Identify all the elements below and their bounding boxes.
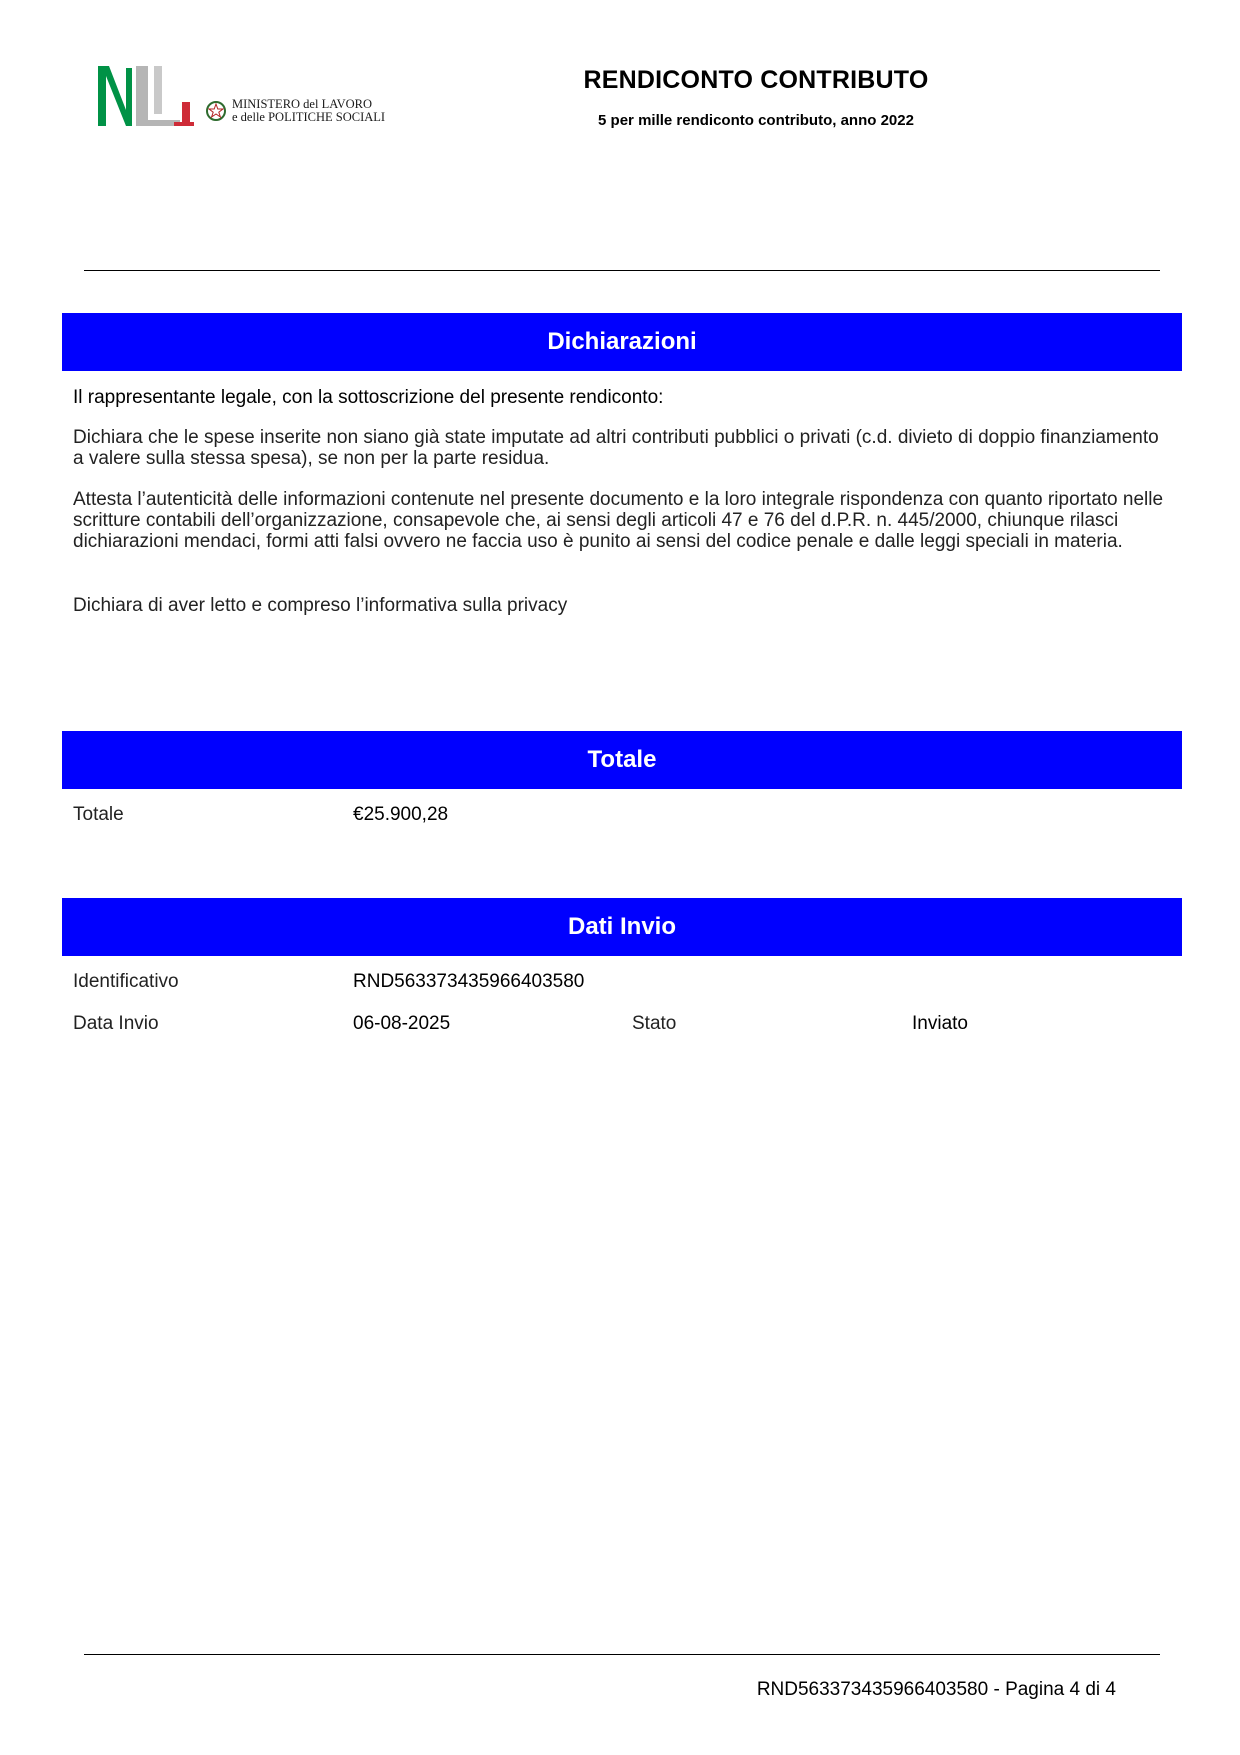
- ml-monogram-icon: [96, 62, 204, 128]
- stato-value: Inviato: [912, 1013, 968, 1034]
- section-header-dichiarazioni: Dichiarazioni: [62, 313, 1182, 371]
- republic-emblem-icon: [206, 100, 226, 122]
- ministry-name-line1: MINISTERO del LAVORO: [232, 97, 373, 111]
- section-header-dati-invio: Dati Invio: [62, 898, 1182, 956]
- ministry-name-line2: e delle POLITICHE SOCIALI: [232, 110, 386, 124]
- dichiarazione-privacy: Dichiara di aver letto e compreso l’informativa sulla privacy: [73, 595, 568, 616]
- section-header-totale: Totale: [62, 731, 1182, 789]
- dichiarazioni-intro: Il rappresentante legale, con la sottoscrizione del presente rendiconto:: [73, 387, 664, 408]
- header-divider: [84, 270, 1160, 271]
- ministry-logo: [96, 62, 396, 132]
- identificativo-value: RND563373435966403580: [353, 971, 585, 992]
- data-invio-label: Data Invio: [73, 1013, 159, 1034]
- identificativo-label: Identificativo: [73, 971, 179, 992]
- totale-value: €25.900,28: [353, 804, 449, 825]
- dichiarazione-autenticita: Attesta l’autenticità delle informazioni contenute nel presente documento e la loro integrale rispondenza con quanto riportato nelle scritture contabili dell’organizzazione, consapevole che, ai sensi degli articoli 47 e 76 del d.P.R. n. 445/2000, chiunque rilasci dichiarazioni mendaci, formi atti falsi ovvero ne faccia uso è punito ai sensi del codice penale e dalle leggi speciali in materia.: [73, 489, 1164, 552]
- footer-divider: [84, 1654, 1160, 1655]
- totale-label: Totale: [73, 804, 124, 825]
- dichiarazione-doppio-finanziamento: Dichiara che le spese inserite non siano già state imputate ad altri contributi pubblici o privati (c.d. divieto di doppio finanziamento a valere sulla stessa spesa), se non per la parte residua.: [73, 427, 1159, 469]
- ministry-name: [232, 98, 385, 124]
- stato-label: Stato: [632, 1013, 677, 1034]
- page-reference: RND563373435966403580 - Pagina 4 di 4: [756, 1679, 1116, 1700]
- document-subtitle: 5 per mille rendiconto contributo, anno 2022: [598, 112, 914, 129]
- document-title: RENDICONTO CONTRIBUTO: [583, 66, 929, 94]
- data-invio-value: 06-08-2025: [353, 1013, 451, 1034]
